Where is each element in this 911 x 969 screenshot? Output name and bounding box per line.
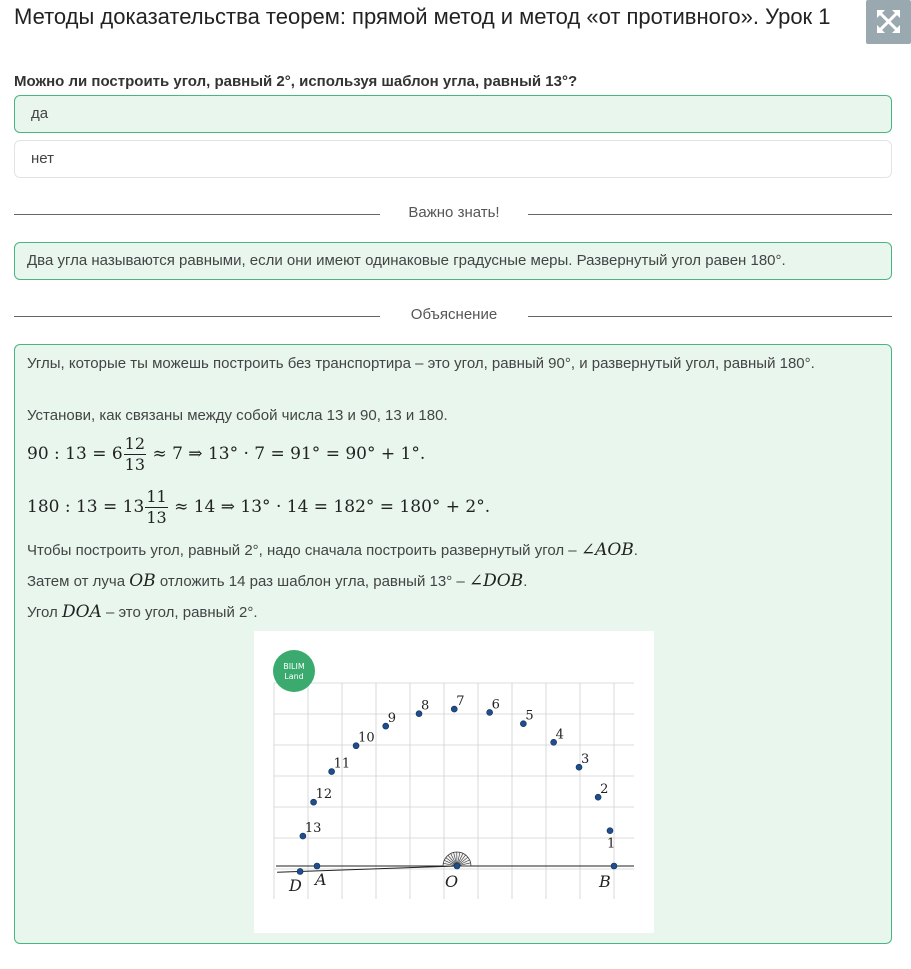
equation-1-left: 90 : 13 = 6 bbox=[27, 444, 123, 464]
equation-1-numerator: 12 bbox=[124, 434, 146, 453]
explanation-paragraph-2: Установи, как связаны между собой числа 13 и 90, 13 и 180. bbox=[27, 407, 448, 424]
point-number-9: 9 bbox=[387, 711, 397, 727]
logo-text-2: Land bbox=[284, 672, 304, 681]
angle-aob: ∠AOB bbox=[580, 540, 634, 560]
point-o bbox=[454, 863, 460, 869]
point-number-8: 8 bbox=[421, 698, 430, 714]
point-number-13: 13 bbox=[304, 821, 322, 837]
construction-drawing bbox=[254, 631, 654, 933]
important-heading: Важно знать! bbox=[408, 204, 500, 221]
ray-ob: OB bbox=[129, 571, 156, 591]
bilimland-logo bbox=[273, 650, 315, 692]
explanation-paragraph-4 bbox=[27, 571, 877, 592]
point-number-10: 10 bbox=[358, 730, 375, 746]
important-note: Два угла называются равными, если они имеют одинаковые градусные меры. Развернутый угол равен 180°. bbox=[14, 242, 892, 280]
point-number-5: 5 bbox=[525, 708, 534, 724]
point-a bbox=[314, 863, 320, 869]
point-number-2: 2 bbox=[600, 782, 609, 798]
point-number-12: 12 bbox=[315, 787, 333, 803]
point-d bbox=[297, 868, 303, 874]
logo-circle bbox=[273, 650, 315, 692]
paragraph-5-text-1: Угол bbox=[27, 604, 62, 621]
label-a: A bbox=[315, 870, 327, 889]
equation-1-right: ≈ 7 ⇒ 13° · 7 = 91° = 90° + 1°. bbox=[152, 444, 426, 464]
label-o: O bbox=[445, 872, 459, 891]
angle-dob: ∠DOB bbox=[468, 571, 524, 591]
paragraph-4-text-2: отложить 14 раз шаблон угла, равный 13° – bbox=[155, 573, 469, 590]
equation-2-left: 180 : 13 = 13 bbox=[27, 497, 145, 517]
logo-text-1: BILIM bbox=[283, 662, 305, 671]
important-divider bbox=[14, 204, 892, 224]
equation-2-numerator: 11 bbox=[146, 487, 167, 506]
point-number-1: 1 bbox=[606, 836, 616, 852]
question-text: Можно ли построить угол, равный 2°, используя шаблон угла, равный 13°? bbox=[14, 73, 578, 90]
equation-1-fraction bbox=[124, 434, 146, 475]
point-number-4: 4 bbox=[555, 727, 564, 743]
explanation-heading: Объяснение bbox=[410, 306, 498, 323]
explanation-panel bbox=[14, 344, 892, 944]
angle-construction-figure bbox=[254, 631, 654, 933]
point-number-3: 3 bbox=[581, 752, 590, 768]
point-number-6: 6 bbox=[491, 697, 500, 713]
equation-1-denominator: 13 bbox=[124, 455, 146, 474]
explanation-paragraph-1: Углы, которые ты можешь построить без транспортира – это угол, равный 90°, и развернутый угол, равный 180°. bbox=[27, 355, 815, 372]
answer-option-no[interactable]: нет bbox=[14, 140, 892, 178]
explanation-divider bbox=[14, 306, 892, 326]
paragraph-4-text-1: Затем от луча bbox=[27, 573, 130, 590]
paragraph-5-text-2: – это угол, равный 2°. bbox=[101, 604, 258, 621]
explanation-paragraph-3 bbox=[27, 540, 877, 561]
point-1 bbox=[607, 828, 613, 834]
angle-doa: DOA bbox=[61, 602, 102, 622]
page-title: Методы доказательства теорем: прямой метод и метод «от противного». Урок 1 bbox=[14, 4, 831, 29]
answer-option-yes[interactable]: да bbox=[14, 95, 892, 133]
label-d: D bbox=[289, 876, 302, 895]
paragraph-3-end: . bbox=[633, 542, 638, 559]
paragraph-4-end: . bbox=[523, 573, 528, 590]
equation-2-right: ≈ 14 ⇒ 13° · 14 = 182° = 180° + 2°. bbox=[174, 497, 491, 517]
equation-1 bbox=[27, 431, 877, 477]
point-b bbox=[611, 863, 617, 869]
point-number-7: 7 bbox=[456, 694, 465, 710]
point-labels bbox=[288, 870, 611, 895]
fullscreen-button[interactable] bbox=[866, 0, 911, 44]
ray-points bbox=[297, 694, 617, 874]
point-number-11: 11 bbox=[333, 756, 351, 772]
paragraph-3-text: Чтобы построить угол, равный 2°, надо сначала построить развернутый угол – bbox=[27, 542, 581, 559]
expand-icon bbox=[866, 0, 911, 44]
equation-2 bbox=[27, 484, 877, 530]
explanation-paragraph-5 bbox=[27, 602, 877, 623]
label-b: B bbox=[599, 872, 611, 891]
equation-2-fraction bbox=[145, 487, 167, 528]
equation-2-denominator: 13 bbox=[146, 508, 167, 527]
